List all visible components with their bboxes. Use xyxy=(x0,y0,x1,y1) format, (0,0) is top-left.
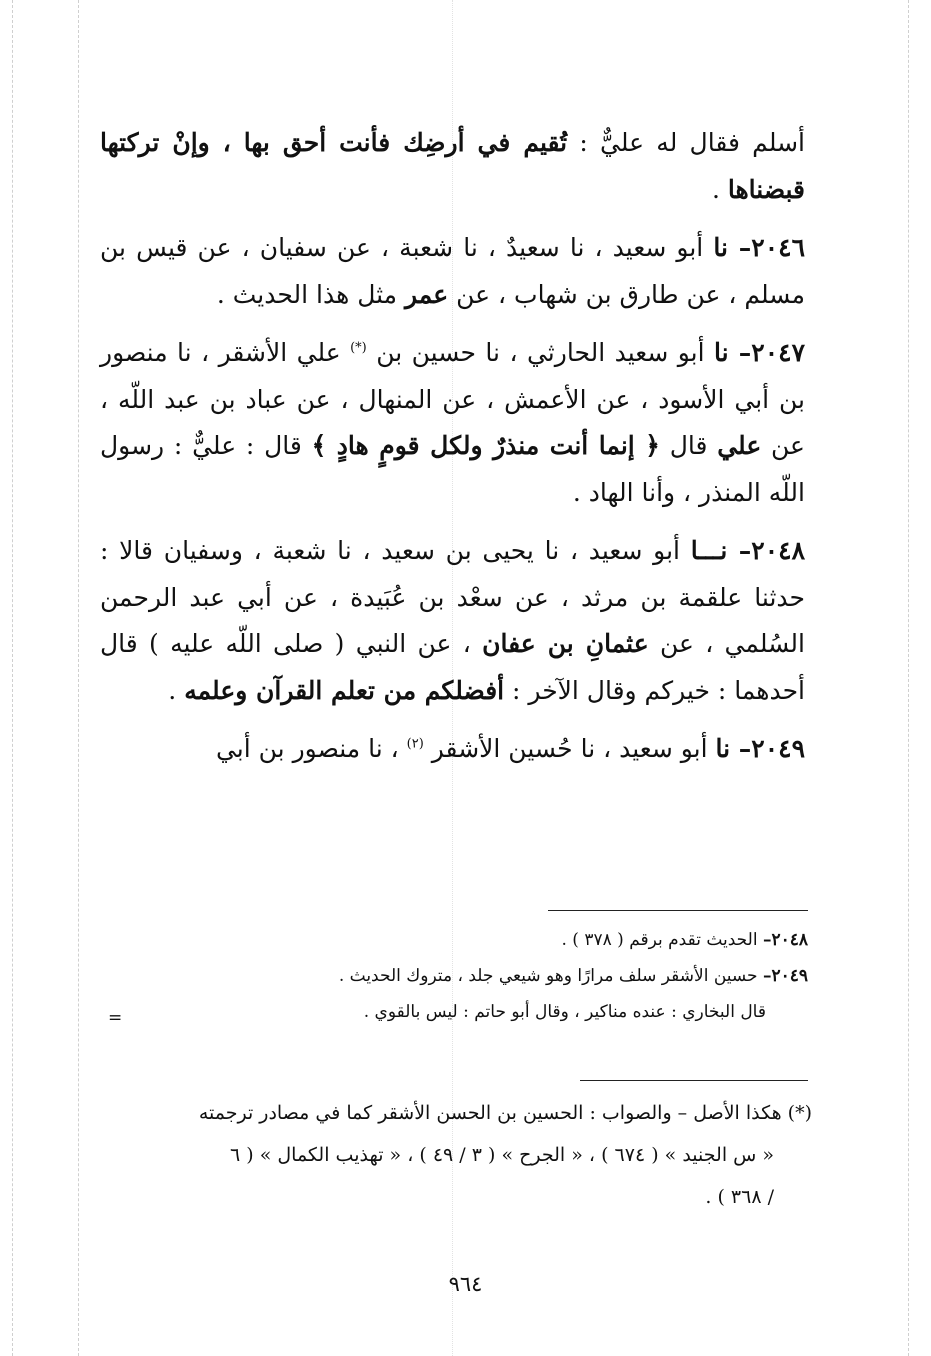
hadith-number: ٢٠٤٨– نـــا xyxy=(690,536,805,565)
footnote-divider xyxy=(548,910,808,911)
paragraph-continuation: أسلم فقال له عليٌّ : تُقيم في أرضِك فأنت أحق بها ، وإنْ تركتها قبضناها . xyxy=(100,128,805,204)
quran-quote: ﴿ إنما أنت منذرٌ ولكل قومٍ هادٍ ﴾ xyxy=(311,431,660,460)
editor-note: (*) هكذا الأصل – والصواب : الحسين بن الحسن الأشقر كما في مصادر ترجمته « س الجنيد » ( ٦٧٤ ) ، « الجرح » ( ٣ / ٤٩ ) ، « تهذيب الكمال » ( ٦ / ٣٦٨ ) . xyxy=(198,1102,812,1208)
hadith-2048: ٢٠٤٨– نـــا أبو سعيد ، نا يحيى بن سعيد ، نا شعبة ، وسفيان قالا : حدثنا علقمة بن مرثد ، عن سعْد بن عُبَيدة ، عن أبي عبد الرحمن السُلمي ، عن عثمانِ بن عفان ، عن النبي ( صلى اللّه عليه ) قال أحدهما : خيركم وقال الآخر : أفضلكم من تعلم القرآن وعلمه . xyxy=(100,536,805,705)
main-text xyxy=(100,120,805,785)
hadith-2047: ٢٠٤٧– نا أبو سعيد الحارثي ، نا حسين بن (*) علي الأشقر ، نا منصور بن أبي الأسود ، عن الأعمش ، عن المنهال ، عن عباد بن عبد اللّه ، عن علي قال ﴿ إنما أنت منذرٌ ولكل قومٍ هادٍ ﴾ قال : عليٌّ : رسول اللّه المنذر ، وأنا الهاد . xyxy=(100,338,805,507)
footnote-2049: ٢٠٤٩– حسين الأشقر سلف مرارًا وهو شيعي جلد ، متروك الحديث . xyxy=(338,966,808,986)
footnote-2049-continued: قال البخاري : عنده مناكير ، وقال أبو حاتم : ليس بالقوي . xyxy=(363,1002,766,1022)
hadith-number: ٢٠٤٩– نا xyxy=(715,734,805,763)
hadith-number: ٢٠٤٦– نا xyxy=(713,233,805,262)
page-number: ٩٦٤ xyxy=(448,1272,483,1296)
page-guide-line xyxy=(78,0,79,1356)
page-guide-line xyxy=(908,0,909,1356)
hadith-2046: ٢٠٤٦– نا أبو سعيد ، نا سعيدٌ ، نا شعبة ، عن سفيان ، عن قيس بن مسلم ، عن طارق بن شهاب ، عن عمر مثل هذا الحديث . xyxy=(100,233,805,309)
continuation-mark: = xyxy=(108,1008,123,1028)
editor-note-divider xyxy=(580,1080,808,1081)
footnote-2048: ٢٠٤٨– الحديث تقدم برقم ( ٣٧٨ ) . xyxy=(561,930,808,950)
page-guide-line xyxy=(12,0,13,1356)
note-reference: (٢) xyxy=(406,736,424,752)
hadith-number: ٢٠٤٧– نا xyxy=(714,338,805,367)
footnotes xyxy=(100,922,808,1030)
note-reference: (*) xyxy=(350,340,367,356)
hadith-2049: ٢٠٤٩– نا أبو سعيد ، نا حُسين الأشقر $^{(٢)}$ ، نا منصور بن أبي xyxy=(215,734,805,763)
